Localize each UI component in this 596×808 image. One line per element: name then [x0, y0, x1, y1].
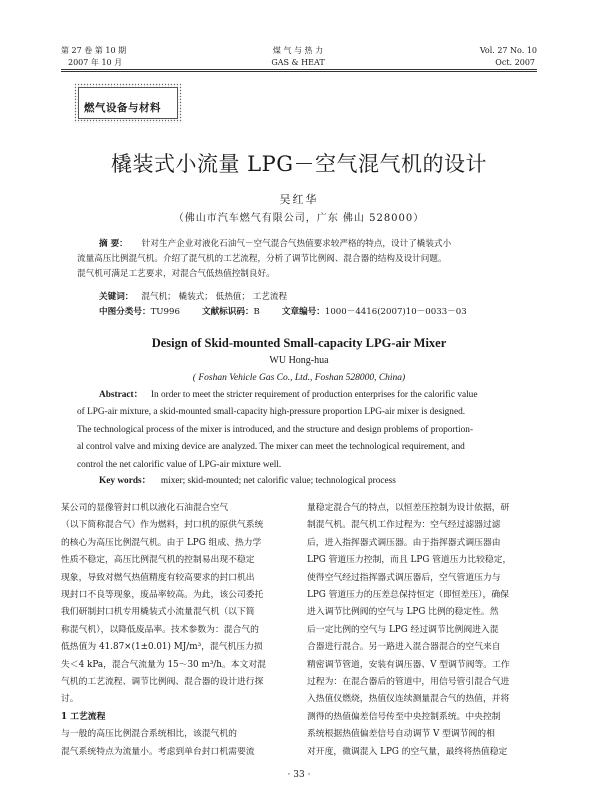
body-line: 系统根据热值偏差信号自动调节 V 型调节阀的相 [307, 729, 495, 740]
abstract-en-line: control the net calorific value of LPG-air mixture well. [77, 459, 282, 470]
abstract-cn [77, 237, 523, 282]
page-number: · 33 · [287, 770, 311, 780]
abstract-en-line: In order to meet the stricter requirement of production enterprises for the calorific value [150, 390, 478, 400]
abstract-en-line: The technological process of the mixer is introduced, and the structure and design problems of proportion- [77, 424, 474, 435]
body-left-column [61, 500, 292, 761]
body-line: 混气系统特点为流量小。考虑到单台封口机需要流 [61, 746, 255, 757]
keywords-cn-label: 关键词： [99, 292, 134, 302]
body-line: 精密调节管道，安装有调压器、V 型调节阀等。工作 [307, 659, 510, 670]
paper-title-cn: 橇装式小流量 LPG－空气混气机的设计 [110, 152, 488, 176]
article-number-value: 1000－4416(2007)10－0033－03 [324, 307, 467, 317]
body-line: 失＜4 kPa，混合气流量为 15～30 m³/h。本文对混 [61, 659, 266, 670]
body-line: 对开度，微调混入 LPG 的空气量，最终将热值稳定 [307, 746, 508, 757]
journal-name-en: GAS & HEAT [271, 58, 325, 67]
body-line: 使得空气经过指挥器式调压器后，空气管道压力与 [307, 572, 501, 583]
body-line: 与一般的高压比例混合系统相比，该混气机的 [61, 729, 237, 740]
body-line: 入热值仪燃烧，热值仪连续测量混合气的热值，并将 [307, 694, 510, 705]
body-line: LPG 管道压力控制，而且 LPG 管道压力比较稳定， [307, 555, 512, 566]
clc-label: 中图分类号： [99, 307, 151, 317]
body-line: 后，进入指挥器式调压器。由于指挥器式调压器由 [307, 537, 501, 548]
body-line: 现封口不良等现象，废品率较高。为此，该公司委托 [61, 590, 264, 601]
body-line: 讨。 [61, 694, 79, 705]
body-line: 测得的热值偏差信号传至中央控制系统。中央控制 [307, 711, 501, 722]
keywords-en [99, 474, 396, 489]
abstract-cn-label: 摘 要： [99, 239, 128, 249]
abstract-cn-line: 针对生产企业对液化石油气－空气混合气热值要求较严格的特点，设计了橇装式小 [141, 239, 452, 249]
section-label: 燃气设备与材料 [84, 102, 161, 114]
abstract-en-line: al control valve and mixing device are analyzed. The mixer can meet the technological requirement, and [77, 442, 465, 453]
journal-date: 2007 年 10 月 [68, 58, 123, 67]
author-en: WU Hong-hua [269, 355, 329, 366]
body-line: 性质不稳定，高压比例混气机的控制易出现不稳定 [61, 555, 255, 566]
journal-volume-issue: 第 27 卷 第 10 期 [61, 46, 127, 55]
body-line: 量稳定混合气的特点，以恒差压控制为设计依据，研 [307, 503, 510, 513]
header-rule-thin [61, 71, 537, 72]
section-heading: 1 工艺流程 [61, 711, 106, 722]
body-line: 气机的工艺流程、调节比例阀、混合器的设计进行探 [61, 677, 264, 688]
abstract-en-label: Abstract： [99, 390, 143, 400]
section-badge [74, 83, 182, 123]
article-number-label: 文章编号： [281, 307, 325, 317]
affiliation-cn: （佛山市汽车燃气有限公司，广东 佛山 528000） [173, 213, 425, 224]
header-rule [61, 69, 537, 70]
body-line: 低热值为 41.87×(1±0.01) MJ/m³，混气机压力损 [61, 642, 263, 653]
body-right-column [307, 500, 538, 761]
body-line: 某公司的显像管封口机以液化石油混合空气 [61, 503, 229, 513]
journal-volume-en: Vol. 27 No. 10 [479, 46, 537, 55]
body-line: 现象，导致对燃气热值精度有较高要求的封口机出 [61, 572, 255, 583]
abstract-en-line: of LPG-air mixture, a skid-mounted small-capacity high-pressure proportion LPG-air mixer is designed. [77, 407, 466, 418]
body-line: 制混气机。混气机工作过程为：空气经过滤器过滤 [307, 520, 501, 531]
keywords-en-label: Key words： [99, 476, 151, 486]
abstract-en [77, 387, 523, 474]
body-line: 过程为：在混合器后的管道中，用信号管引混合气进 [307, 677, 510, 688]
body-line: （以下简称混合气）作为燃料，封口机的原供气系统 [61, 520, 264, 531]
body-line: 进入调节比例阀的空气与 LPG 比例的稳定性。然 [307, 607, 499, 618]
body-line: 后一定比例的空气与 LPG 经过调节比例阀进入混 [307, 624, 499, 635]
journal-date-en: Oct. 2007 [495, 58, 535, 67]
keywords-cn-text: 混气机； 橇装式； 低热值； 工艺流程 [141, 292, 288, 302]
body-line: 合器进行混合。另一路进入混合器混合的空气来自 [307, 642, 501, 653]
abstract-cn-line: 混气机可满足工艺要求，对混合气低热值控制良好。 [77, 269, 275, 279]
doc-code-label: 文献标识码： [201, 307, 254, 317]
paper-title-en: Design of Skid-mounted Small-capacity LPG-air Mixer [151, 336, 447, 350]
body-line: 的核心为高压比例混气机。由于 LPG 组成、热力学 [61, 537, 262, 548]
body-line: LPG 管道压力的压差总保持恒定（即恒差压），确保 [307, 590, 509, 601]
classification-line [99, 305, 467, 320]
doc-code-value: B [253, 307, 260, 317]
clc-value: TU996 [150, 307, 180, 317]
affiliation-en: ( Foshan Vehicle Gas Co., Ltd., Foshan 528000, China) [192, 373, 406, 383]
abstract-cn-line: 流量高压比例混气机。介绍了混气机的工艺流程，分析了调节比例阀、混合器的结构及设计问题。 [77, 254, 447, 264]
author-cn: 吴红华 [279, 193, 319, 206]
body-line: 称混气机），以降低废品率。技术参数为：混合气的 [61, 624, 259, 635]
body-line: 我们研制封口机专用橇装式小流量混气机（以下简 [61, 607, 255, 618]
journal-name-cn: 煤 气 与 热 力 [272, 46, 324, 55]
keywords-en-text: mixer; skid-mounted; net calorific value; technological process [160, 476, 396, 486]
keywords-cn [99, 290, 287, 305]
